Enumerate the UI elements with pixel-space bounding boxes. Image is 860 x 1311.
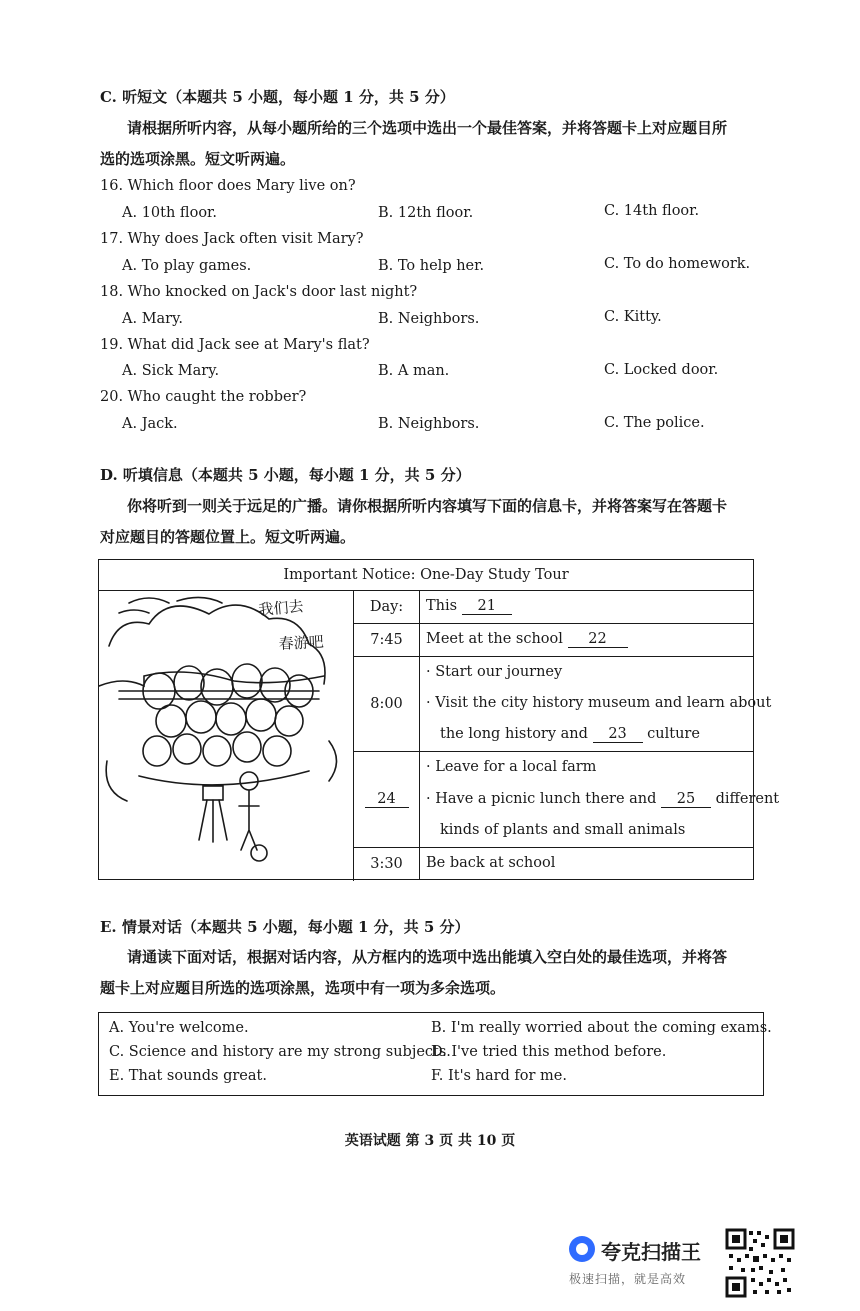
history-culture: the long history and 23 culture: [440, 726, 700, 742]
notice-row-800: [354, 657, 772, 752]
q16-option-a: A. 10th floor.: [122, 205, 217, 221]
question-19: 19. What did Jack see at Mary's flat?: [100, 337, 370, 353]
blank-21: 21: [462, 598, 512, 615]
option-a: A. You're welcome.: [109, 1020, 249, 1036]
option-c: C. Science and history are my strong subjects.: [109, 1044, 451, 1060]
q20-option-c: C. The police.: [604, 415, 705, 431]
blank-25: 25: [661, 791, 711, 808]
kinds-line: kinds of plants and small animals: [440, 822, 686, 838]
spring-outing-illustration: [99, 591, 354, 881]
option-f: F. It's hard for me.: [431, 1068, 567, 1084]
q17-option-a: A. To play games.: [122, 258, 252, 274]
scanner-brand: 夸克扫描王: [601, 1240, 701, 1264]
q19-option-c: C. Locked door.: [604, 362, 719, 378]
notice-table: [98, 559, 780, 880]
question-16: 16. Which floor does Mary live on?: [100, 178, 356, 194]
question-18: 18. Who knocked on Jack's door last night?: [100, 284, 418, 300]
start-journey: · Start our journey: [426, 664, 563, 680]
page-footer: 英语试题 第 3 页 共 10 页: [344, 1133, 516, 1149]
section-c-instruction-1: 请根据所听内容，从每小题所给的三个选项中选出一个最佳答案，并将答题卡上对应题目所: [127, 119, 728, 137]
time-24: [354, 752, 420, 847]
notice-title: Important Notice: One-Day Study Tour: [99, 560, 753, 591]
day-label: Day:: [354, 591, 420, 623]
q19-option-b: B. A man.: [378, 363, 450, 379]
q17-option-c: C. To do homework.: [604, 256, 751, 272]
q18-option-c: C. Kitty.: [604, 309, 662, 325]
scanner-watermark: [563, 1228, 798, 1298]
dialogue-options-box: [98, 1012, 772, 1096]
section-e-instruction-1: 请通读下面对话，根据对话内容，从方框内的选项中选出能填入空白处的最佳选项，并将答: [127, 948, 728, 966]
option-d: D. I've tried this method before.: [431, 1044, 667, 1060]
qr-code-icon: [725, 1228, 795, 1298]
q18-option-b: B. Neighbors.: [378, 311, 480, 327]
hand-drawn-group-picture: [99, 591, 352, 879]
section-c-instruction-2: 选的选项涂黑。短文听两遍。: [100, 150, 296, 168]
back-school: Be back at school: [426, 855, 556, 871]
q16-option-c: C. 14th floor.: [604, 203, 700, 219]
q19-option-a: A. Sick Mary.: [122, 363, 220, 379]
blank-22: 22: [568, 631, 628, 648]
q16-option-b: B. 12th floor.: [378, 205, 474, 221]
notice-row-day: [354, 591, 754, 624]
question-17: 17. Why does Jack often visit Mary?: [100, 231, 364, 247]
section-d-instruction-1: 你将听到一则关于远足的广播。请你根据所听内容填写下面的信息卡，并将答案写在答题卡: [127, 497, 728, 515]
option-b: B. I'm really worried about the coming exams.: [431, 1020, 772, 1036]
q20-option-a: A. Jack.: [122, 416, 178, 432]
q18-option-a: A. Mary.: [122, 311, 183, 327]
notice-row-330: [354, 848, 754, 880]
notice-row-24: [354, 752, 780, 848]
section-c-title: C. 听短文（本题共 5 小题，每小题 1 分，共 5 分）: [100, 88, 455, 106]
question-20: 20. Who caught the robber?: [100, 389, 307, 405]
scanner-slogan: 极速扫描，就是高效: [569, 1272, 687, 1286]
blank-24: 24: [365, 791, 409, 808]
leave-farm: · Leave for a local farm: [426, 759, 597, 775]
q20-option-b: B. Neighbors.: [378, 416, 480, 432]
picnic-line: · Have a picnic lunch there and 25 different: [426, 791, 780, 807]
option-e: E. That sounds great.: [109, 1068, 267, 1084]
q17-option-b: B. To help her.: [378, 258, 485, 274]
visit-museum: · Visit the city history museum and learn about: [426, 695, 772, 711]
picture-caption-line2: 春游吧: [278, 632, 325, 653]
time-800: 8:00: [354, 657, 420, 751]
notice-row-745: [354, 624, 754, 657]
quark-logo-icon: [569, 1236, 595, 1262]
section-e-title: E. 情景对话（本题共 5 小题，每小题 1 分，共 5 分）: [100, 918, 470, 936]
section-e-instruction-2: 题卡上对应题目所选的选项涂黑，选项中有一项为多余选项。: [100, 979, 506, 997]
picture-caption-line1: 我们去: [257, 597, 305, 619]
meet-content: Meet at the school 22: [426, 631, 628, 648]
time-330: 3:30: [354, 848, 420, 880]
day-content: This 21: [426, 598, 512, 615]
time-745: 7:45: [354, 624, 420, 656]
blank-23: 23: [593, 726, 643, 743]
section-d-title: D. 听填信息（本题共 5 小题，每小题 1 分，共 5 分）: [100, 466, 471, 484]
section-d-instruction-2: 对应题目的答题位置上。短文听两遍。: [100, 528, 356, 546]
